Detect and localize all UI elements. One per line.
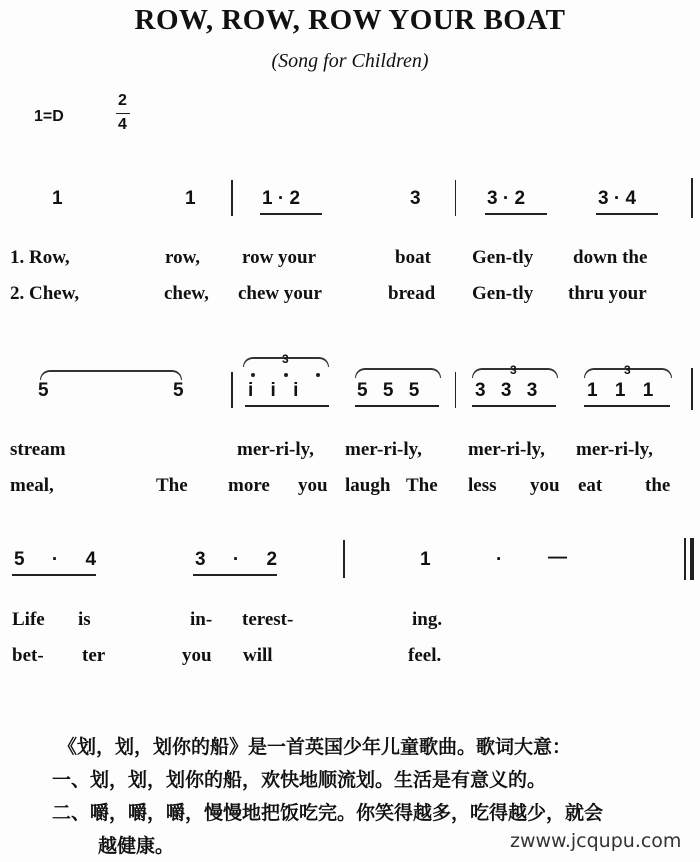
note: 3 · 2 [195,549,278,570]
octave-dot [251,373,255,377]
note: 1 [52,188,63,209]
lyric: Life [12,609,45,630]
note: 1 1 1 [587,380,654,401]
lyric: you [182,645,212,666]
lyric: row your [242,247,317,268]
bar-line [691,368,693,410]
bar-line [231,372,233,408]
lyric: meal, [10,475,54,496]
bar-line [691,178,693,218]
lyric: will [243,645,273,666]
note: 3 3 3 [475,380,538,401]
final-bar-line-thick [690,538,694,580]
lyric: down the [573,247,648,268]
beam [584,405,670,407]
lyric: mer-ri-ly, [345,439,422,460]
beam [260,213,322,215]
note-line: 一、划，划，划你的船，欢快地顺流划。生活是有意义的。 [52,769,547,791]
bar-line [231,180,233,216]
note: 3 [410,188,421,209]
note: 5 · 4 [14,549,97,570]
beam [12,574,96,576]
note: 5 5 5 [357,380,420,401]
note-line: 二、嚼，嚼，嚼，慢慢地把饭吃完。你笑得越多，吃得越少，就会 [52,802,604,824]
note: 3 · 4 [598,188,637,209]
tie [40,370,182,380]
lyric: you [530,475,560,496]
note: 3 · 2 [487,188,526,209]
lyric: feel. [408,645,442,666]
bar-line [455,180,456,216]
song-title: ROW, ROW, ROW YOUR BOAT [134,4,566,36]
lyric: boat [395,247,431,268]
triplet-mark: 3 [282,352,289,366]
lyric: mer-ri-ly, [468,439,545,460]
lyric: less [468,475,497,496]
lyric: stream [10,439,66,460]
note: 1 · 2 [262,188,301,209]
final-bar-line-thin [684,538,686,580]
time-signature-bottom: 4 [118,116,127,133]
beam [596,213,658,215]
lyric: ing. [412,609,443,630]
lyric: The [156,475,188,496]
lyric: Gen-tly [472,283,534,304]
lyric: you [298,475,328,496]
note-line: 越健康。 [98,835,175,857]
decoration [116,113,130,114]
note: 1 [420,549,431,570]
triplet-mark: 3 [624,363,631,377]
beam [193,574,277,576]
key-signature: 1=D [34,108,64,125]
lyric: bread [388,283,436,304]
beam [485,213,547,215]
beam [245,405,329,407]
lyric: Gen-tly [472,247,534,268]
lyric: thru your [568,283,647,304]
beam [355,405,439,407]
lyric: chew, [164,283,209,304]
lyric: ter [82,645,106,666]
lyric: eat [578,475,603,496]
lyric: chew your [238,283,322,304]
hold-dash: — [548,547,567,568]
note-line: 《划，划，划你的船》是一首英国少年儿童歌曲。歌词大意： [58,736,572,758]
song-subtitle: (Song for Children) [271,50,429,72]
note: 1 [185,188,196,209]
lyric: mer-ri-ly, [237,439,314,460]
watermark: zwww.jcqupu.com [510,830,682,852]
lyric: terest- [242,609,294,630]
lyric: in- [190,609,213,630]
time-signature-top: 2 [118,92,127,109]
note: 5 [38,380,49,401]
slur [355,368,441,378]
lyric: laugh [345,475,391,496]
lyric: The [406,475,438,496]
octave-dot [316,373,320,377]
bar-line [343,540,345,578]
triplet-mark: 3 [510,363,517,377]
rest-dot: · [496,549,503,570]
lyric: the [645,475,671,496]
lyric: row, [165,247,201,268]
lyric: is [78,609,91,630]
beam [472,405,556,407]
lyric: bet- [12,645,44,666]
octave-dot [284,373,288,377]
note: 5 [173,380,184,401]
lyric: 1. Row, [10,247,70,268]
bar-line [455,372,456,408]
lyric: mer-ri-ly, [576,439,653,460]
note: i i i [248,380,299,401]
lyric: more [228,475,270,496]
lyric: 2. Chew, [10,283,80,304]
